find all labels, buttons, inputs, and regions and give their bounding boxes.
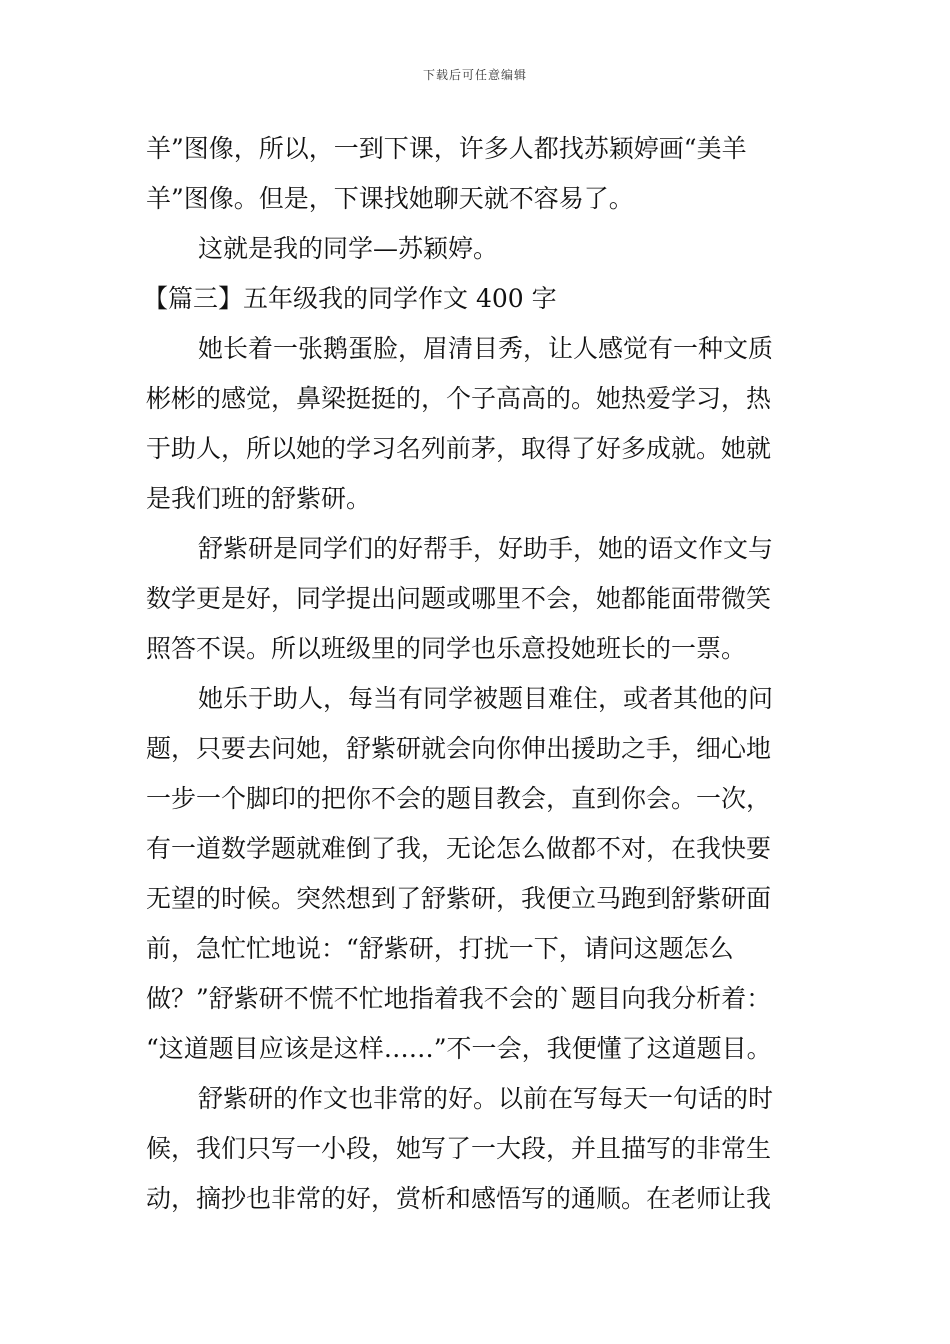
text-line: 做？”舒紫研不慌不忙地指着我不会的`题目向我分析着： — [146, 984, 772, 1013]
text-line: 羊”图像。但是，下课找她聊天就不容易了。 — [146, 184, 634, 213]
text-line: 照答不误。所以班级里的同学也乐意投她班长的一票。 — [146, 634, 747, 663]
page-header: 下载后可任意编辑 — [422, 68, 527, 82]
section-heading: 【篇三】五年级我的同学作文 400 字 — [143, 284, 557, 313]
text-line: 前，急忙忙地说：“舒紫研，打扰一下，请问这题怎么 — [146, 934, 734, 963]
text-line: “这道题目应该是这样……”不一会，我便懂了这道题目。 — [146, 1034, 772, 1063]
text-line: 于助人，所以她的学习名列前茅，取得了好多成就。她就 — [146, 434, 772, 463]
text-line: 一步一个脚印的把你不会的题目教会，直到你会。一次， — [146, 784, 772, 813]
text-line: 是我们班的舒紫研。 — [146, 484, 372, 513]
text-line: 题，只要去问她，舒紫研就会向你伸出援助之手，细心地 — [146, 734, 772, 763]
text-line: 羊”图像，所以，一到下课，许多人都找苏颖婷画“美羊 — [146, 134, 747, 163]
text-line: 数学更是好，同学提出问题或哪里不会，她都能面带微笑 — [146, 584, 772, 613]
text-line: 舒紫研是同学们的好帮手，好助手，她的语文作文与 — [198, 534, 774, 563]
text-line: 舒紫研的作文也非常的好。以前在写每天一句话的时 — [198, 1084, 774, 1113]
text-line: 无望的时候。突然想到了舒紫研，我便立马跑到舒紫研面 — [146, 884, 772, 913]
document-body — [143, 124, 810, 1224]
text-line: 动，摘抄也非常的好，赏析和感悟写的通顺。在老师让我 — [146, 1184, 772, 1213]
text-line: 彬彬的感觉，鼻梁挺挺的，个子高高的。她热爱学习，热 — [146, 384, 772, 413]
text-line: 她乐于助人，每当有同学被题目难住，或者其他的问 — [198, 684, 774, 713]
text-line: 有一道数学题就难倒了我，无论怎么做都不对，在我快要 — [146, 834, 772, 863]
text-line: 她长着一张鹅蛋脸，眉清目秀，让人感觉有一种文质 — [198, 334, 774, 363]
text-line: 这就是我的同学—苏颖婷。 — [198, 234, 499, 263]
text-line: 候，我们只写一小段，她写了一大段，并且描写的非常生 — [146, 1134, 772, 1163]
